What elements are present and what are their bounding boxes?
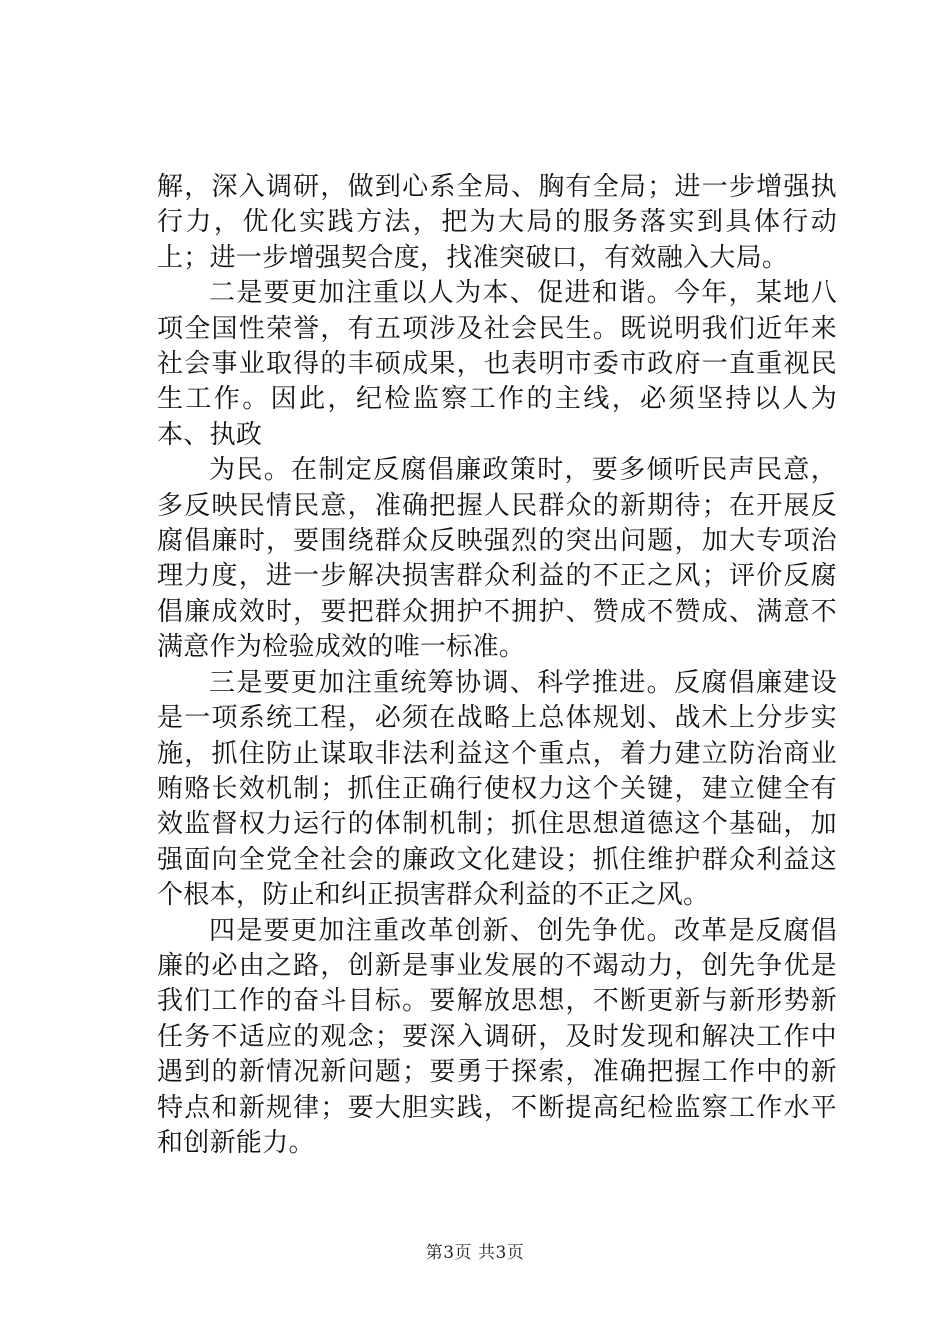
page-footer: 第3页 共3页: [425, 1243, 525, 1263]
paragraph-point-two: 二是要更加注重以人为本、促进和谐。今年，某地八项全国性荣誉，有五项涉及社会民生。既说明我们近年来社会事业取得的丰硕成果，也表明市委市政府一直重视民生工作。因此，纪检监察工作的主线，必须坚持以人为本、执政: [157, 278, 837, 450]
paragraph-point-four: 四是要更加注重改革创新、创先争优。改革是反腐倡廉的必由之路，创新是事业发展的不竭动力，创先争优是我们工作的奋斗目标。要解放思想，不断更新与新形势新任务不适应的观念；要深入调研，及时发现和解决工作中遇到的新情况新问题；要勇于探索，准确把握工作中的新特点和新规律；要大胆实践，不断提高纪检监察工作水平和创新能力。: [157, 915, 837, 1158]
document-body: [157, 170, 837, 1161]
paragraph-continuation: 解，深入调研，做到心系全局、胸有全局；进一步增强执行力，优化实践方法，把为大局的服务落实到具体行动上；进一步增强契合度，找准突破口，有效融入大局。: [157, 172, 837, 273]
paragraph-point-three: 三是要更加注重统筹协调、科学推进。反腐倡廉建设是一项系统工程，必须在战略上总体规划、战术上分步实施，抓住防止谋取非法利益这个重点，着力建立防治商业贿赂长效机制；抓住正确行使权力这个关键，建立健全有效监督权力运行的体制机制；抓住思想道德这个基础，加强面向全党全社会的廉政文化建设；抓住维护群众利益这个根本，防止和纠正损害群众利益的不正之风。: [157, 667, 837, 911]
paragraph-point-two-continued: 为民。在制定反腐倡廉政策时，要多倾听民声民意，多反映民情民意，准确把握人民群众的新期待；在开展反腐倡廉时，要围绕群众反映强烈的突出问题，加大专项治理力度，进一步解决损害群众利益的不正之风；评价反腐倡廉成效时，要把群众拥护不拥护、赞成不赞成、满意不满意作为检验成效的唯一标准。: [157, 455, 837, 663]
